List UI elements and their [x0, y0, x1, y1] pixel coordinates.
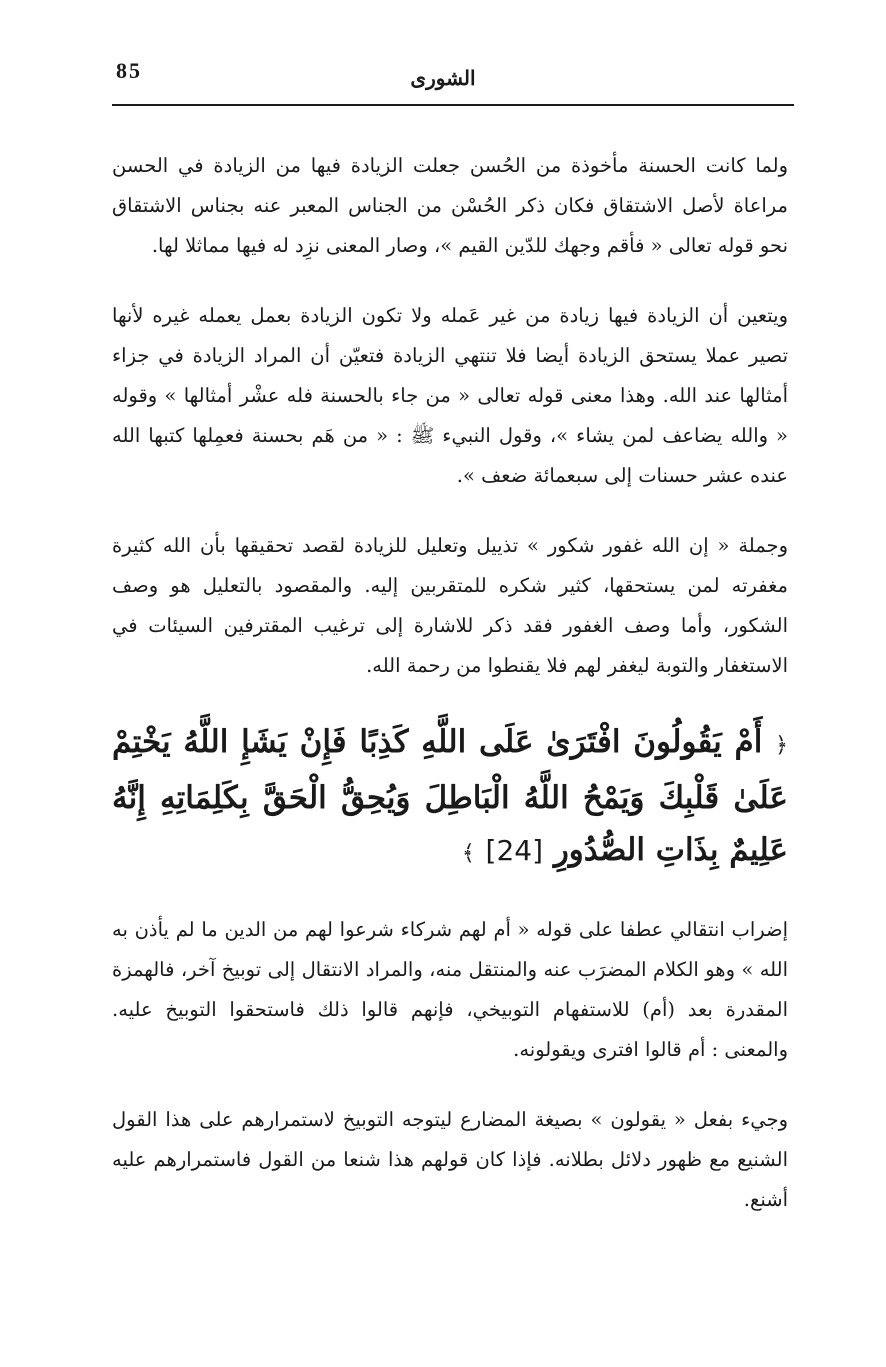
quran-verse	[112, 716, 788, 880]
verse-number: [24]	[485, 834, 544, 867]
verse-close-ornament: ﴾	[461, 841, 475, 866]
header-rule	[112, 104, 794, 106]
page-body	[112, 146, 788, 1250]
paragraph: ويتعين أن الزيادة فيها زيادة من غير عَمله ولا تكون الزيادة بعمل يعمله غيره لأنها تصير عملا يستحق الزيادة أيضا فلا تنتهي الزيادة فتعيّن أن المراد الزيادة في جزاء أمثالها عند الله. وهذا معنى قوله تعالى « من جاء بالحسنة فله عشْر أمثالها » وقوله « والله يضاعف لمن يشاء »، وقول النبيء ﷺ : « من هَم بحسنة فعمِلها كتبها الله عنده عشر حسنات إلى سبعمائة ضعف ».	[112, 304, 788, 487]
page-number: 85	[116, 58, 142, 83]
paragraph: ولما كانت الحسنة مأخوذة من الحُسن جعلت الزيادة فيها من الزيادة في الحسن مراعاة لأصل الاشتقاق فكان ذكر الحُسْن من الجناس المعبر عنه بجناس الاشتقاق نحو قوله تعالى « فأقم وجهك للدّين القيم »، وصار المعنى نزِد له فيها مماثلا لها.	[112, 154, 788, 257]
running-title: الشورى	[410, 66, 476, 90]
verse-open-ornament: ﴿	[775, 733, 788, 758]
verse-text: أَمْ يَقُولُونَ افْتَرَىٰ عَلَى اللَّهِ كَذِبًا فَإِنْ يَشَإِ اللَّهُ يَخْتِمْ عَلَىٰ قَلْبِكَ وَيَمْحُ اللَّهُ الْبَاطِلَ وَيُحِقُّ الْحَقَّ بِكَلِمَاتِهِ إِنَّهُ عَلِيمٌ بِذَاتِ الصُّدُورِ	[112, 724, 788, 868]
paragraph: وجيء بفعل « يقولون » بصيغة المضارع ليتوجه التوبيخ لاستمرارهم على هذا القول الشنيع مع ظهور دلائل بطلانه. فإذا كان قولهم هذا شنعا من القول فاستمرارهم عليه أشنع.	[112, 1108, 788, 1211]
paragraph: إضراب انتقالي عطفا على قوله « أم لهم شركاء شرعوا لهم من الدين ما لم يأذن به الله » وهو الكلام المضرَب عنه والمنتقل منه، والمراد الانتقال إلى توبيخ آخر، فالهمزة المقدرة بعد (أم) للاستفهام التوبيخي، فإنهم قالوا ذلك فاستحقوا التوبيخ عليه. والمعنى : أم قالوا افترى ويقولونه.	[112, 918, 788, 1061]
paragraph: وجملة « إن الله غفور شكور » تذييل وتعليل للزيادة لقصد تحقيقها بأن الله كثيرة مغفرته لمن يستحقها، كثير شكره للمتقربين إليه. والمقصود بالتعليل هو وصف الشكور، وأما وصف الغفور فقد ذكر للاشارة إلى ترغيب المقترفين السيئات في الاستغفار والتوبة ليغفر لهم فلا يقنطوا من رحمة الله.	[112, 534, 788, 677]
